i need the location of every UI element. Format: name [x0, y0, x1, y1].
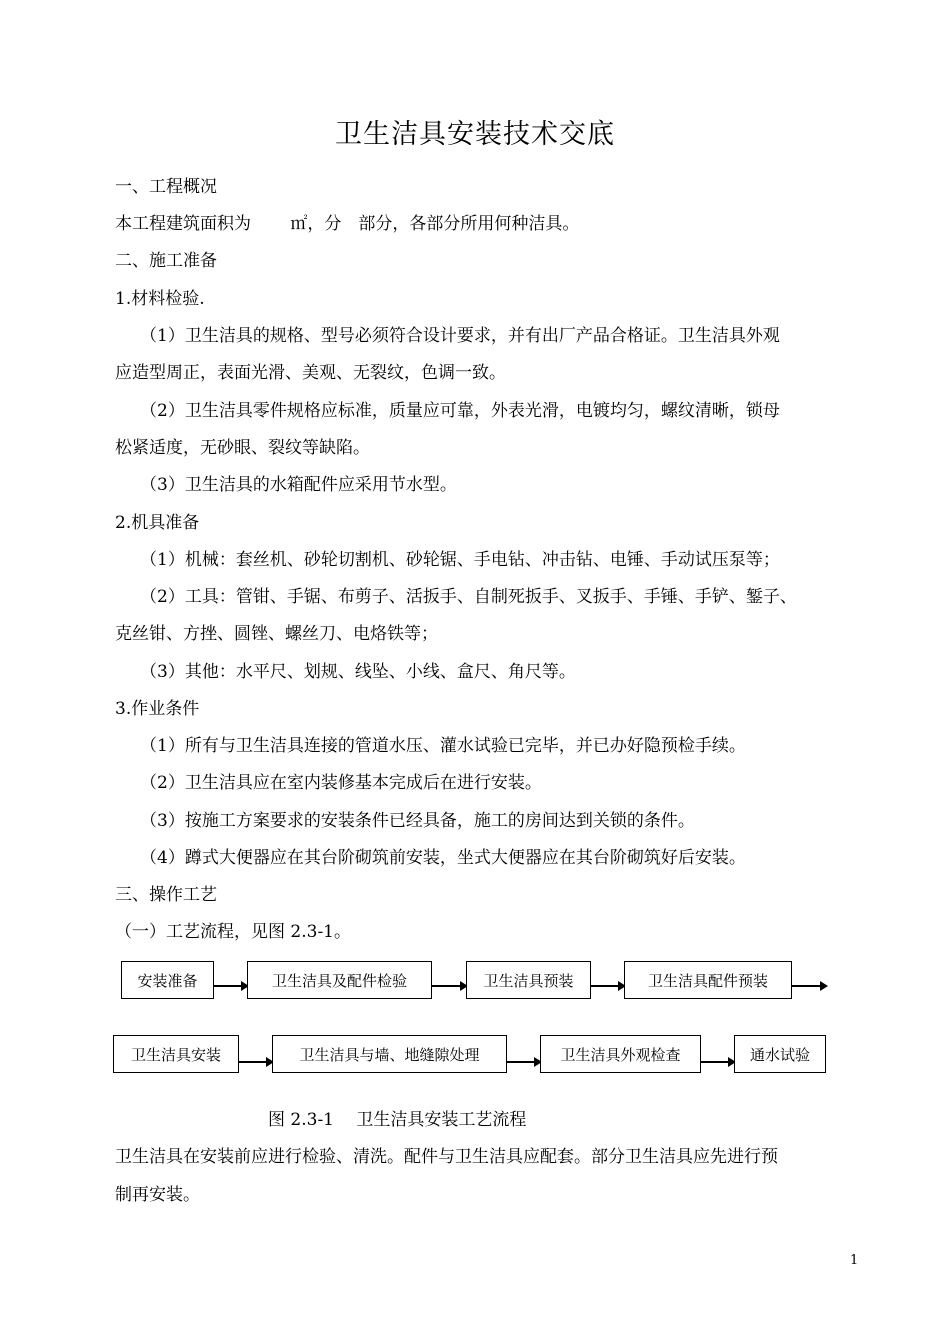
paragraph-line: （一）工艺流程，见图 2.3-1。 — [115, 922, 351, 942]
paragraph-line: 卫生洁具在安装前应进行检验、清洗。配件与卫生洁具应配套。部分卫生洁具应先进行预 — [115, 1147, 778, 1167]
flow-arrow — [507, 1061, 540, 1063]
subsection-heading-tools: 2.机具准备 — [115, 513, 200, 533]
paragraph-line: （4）蹲式大便器应在其台阶砌筑前安装，坐式大便器应在其台阶砌筑好后安装。 — [140, 848, 746, 868]
paragraph-line: （1）所有与卫生洁具连接的管道水压、灌水试验已完毕，并已办好隐预检手续。 — [140, 736, 746, 756]
paragraph-line: （3）其他：水平尺、划规、线坠、小线、盒尺、角尺等。 — [140, 662, 576, 682]
section-heading-preparation: 二、施工准备 — [115, 251, 217, 271]
flow-step-prepare: 安装准备 — [121, 961, 214, 999]
paragraph-line: 克丝钳、方挫、圆锉、螺丝刀、电烙铁等； — [115, 624, 438, 644]
page-title: 卫生洁具安装技术交底 — [335, 119, 615, 150]
section-heading-overview: 一、工程概况 — [115, 177, 217, 197]
flow-step-inspect: 卫生洁具及配件检验 — [247, 961, 432, 999]
flow-arrow — [214, 985, 247, 987]
flow-arrow — [239, 1061, 272, 1063]
paragraph-line: （2）工具：管钳、手锯、布剪子、活扳手、自制死扳手、叉扳手、手锤、手铲、錾子、 — [140, 587, 797, 607]
subsection-heading-conditions: 3.作业条件 — [115, 699, 200, 719]
page-number: 1 — [850, 1253, 859, 1268]
flow-arrow — [701, 1061, 734, 1063]
flow-arrow — [432, 985, 466, 987]
flow-step-gap-treatment: 卫生洁具与墙、地缝隙处理 — [272, 1035, 507, 1073]
section-heading-process: 三、操作工艺 — [115, 885, 217, 905]
paragraph-line: （2）卫生洁具应在室内装修基本完成后在进行安装。 — [140, 773, 542, 793]
subsection-heading-material: 1.材料检验. — [115, 289, 205, 309]
paragraph-line: 应造型周正，表面光滑、美观、无裂纹，色调一致。 — [115, 363, 506, 383]
flow-arrow — [792, 985, 826, 987]
flow-step-preassemble: 卫生洁具预装 — [466, 961, 591, 999]
paragraph-line: （1）卫生洁具的规格、型号必须符合设计要求，并有出厂产品合格证。卫生洁具外观 — [140, 326, 780, 346]
paragraph-line: （3）卫生洁具的水箱配件应采用节水型。 — [140, 475, 457, 495]
paragraph-line: 制再安装。 — [115, 1185, 200, 1205]
flow-step-install: 卫生洁具安装 — [113, 1035, 239, 1073]
flow-step-water-test: 通水试验 — [734, 1035, 826, 1073]
paragraph-line: 本工程建筑面积为 ㎡，分 部分，各部分所用何种洁具。 — [115, 214, 580, 234]
figure-caption: 图 2.3-1 卫生洁具安装工艺流程 — [268, 1110, 527, 1130]
paragraph-line: （1）机械：套丝机、砂轮切割机、砂轮锯、手电钻、冲击钻、电锤、手动试压泵等； — [140, 550, 780, 570]
flow-step-fittings-preassemble: 卫生洁具配件预装 — [624, 961, 792, 999]
flow-step-visual-check: 卫生洁具外观检查 — [540, 1035, 701, 1073]
flow-arrow — [591, 985, 624, 987]
paragraph-line: （3）按施工方案要求的安装条件已经具备，施工的房间达到关锁的条件。 — [140, 811, 695, 831]
paragraph-line: 松紧适度，无砂眼、裂纹等缺陷。 — [115, 438, 370, 458]
paragraph-line: （2）卫生洁具零件规格应标准，质量应可靠，外表光滑，电镀均匀，螺纹清晰，锁母 — [140, 401, 780, 421]
